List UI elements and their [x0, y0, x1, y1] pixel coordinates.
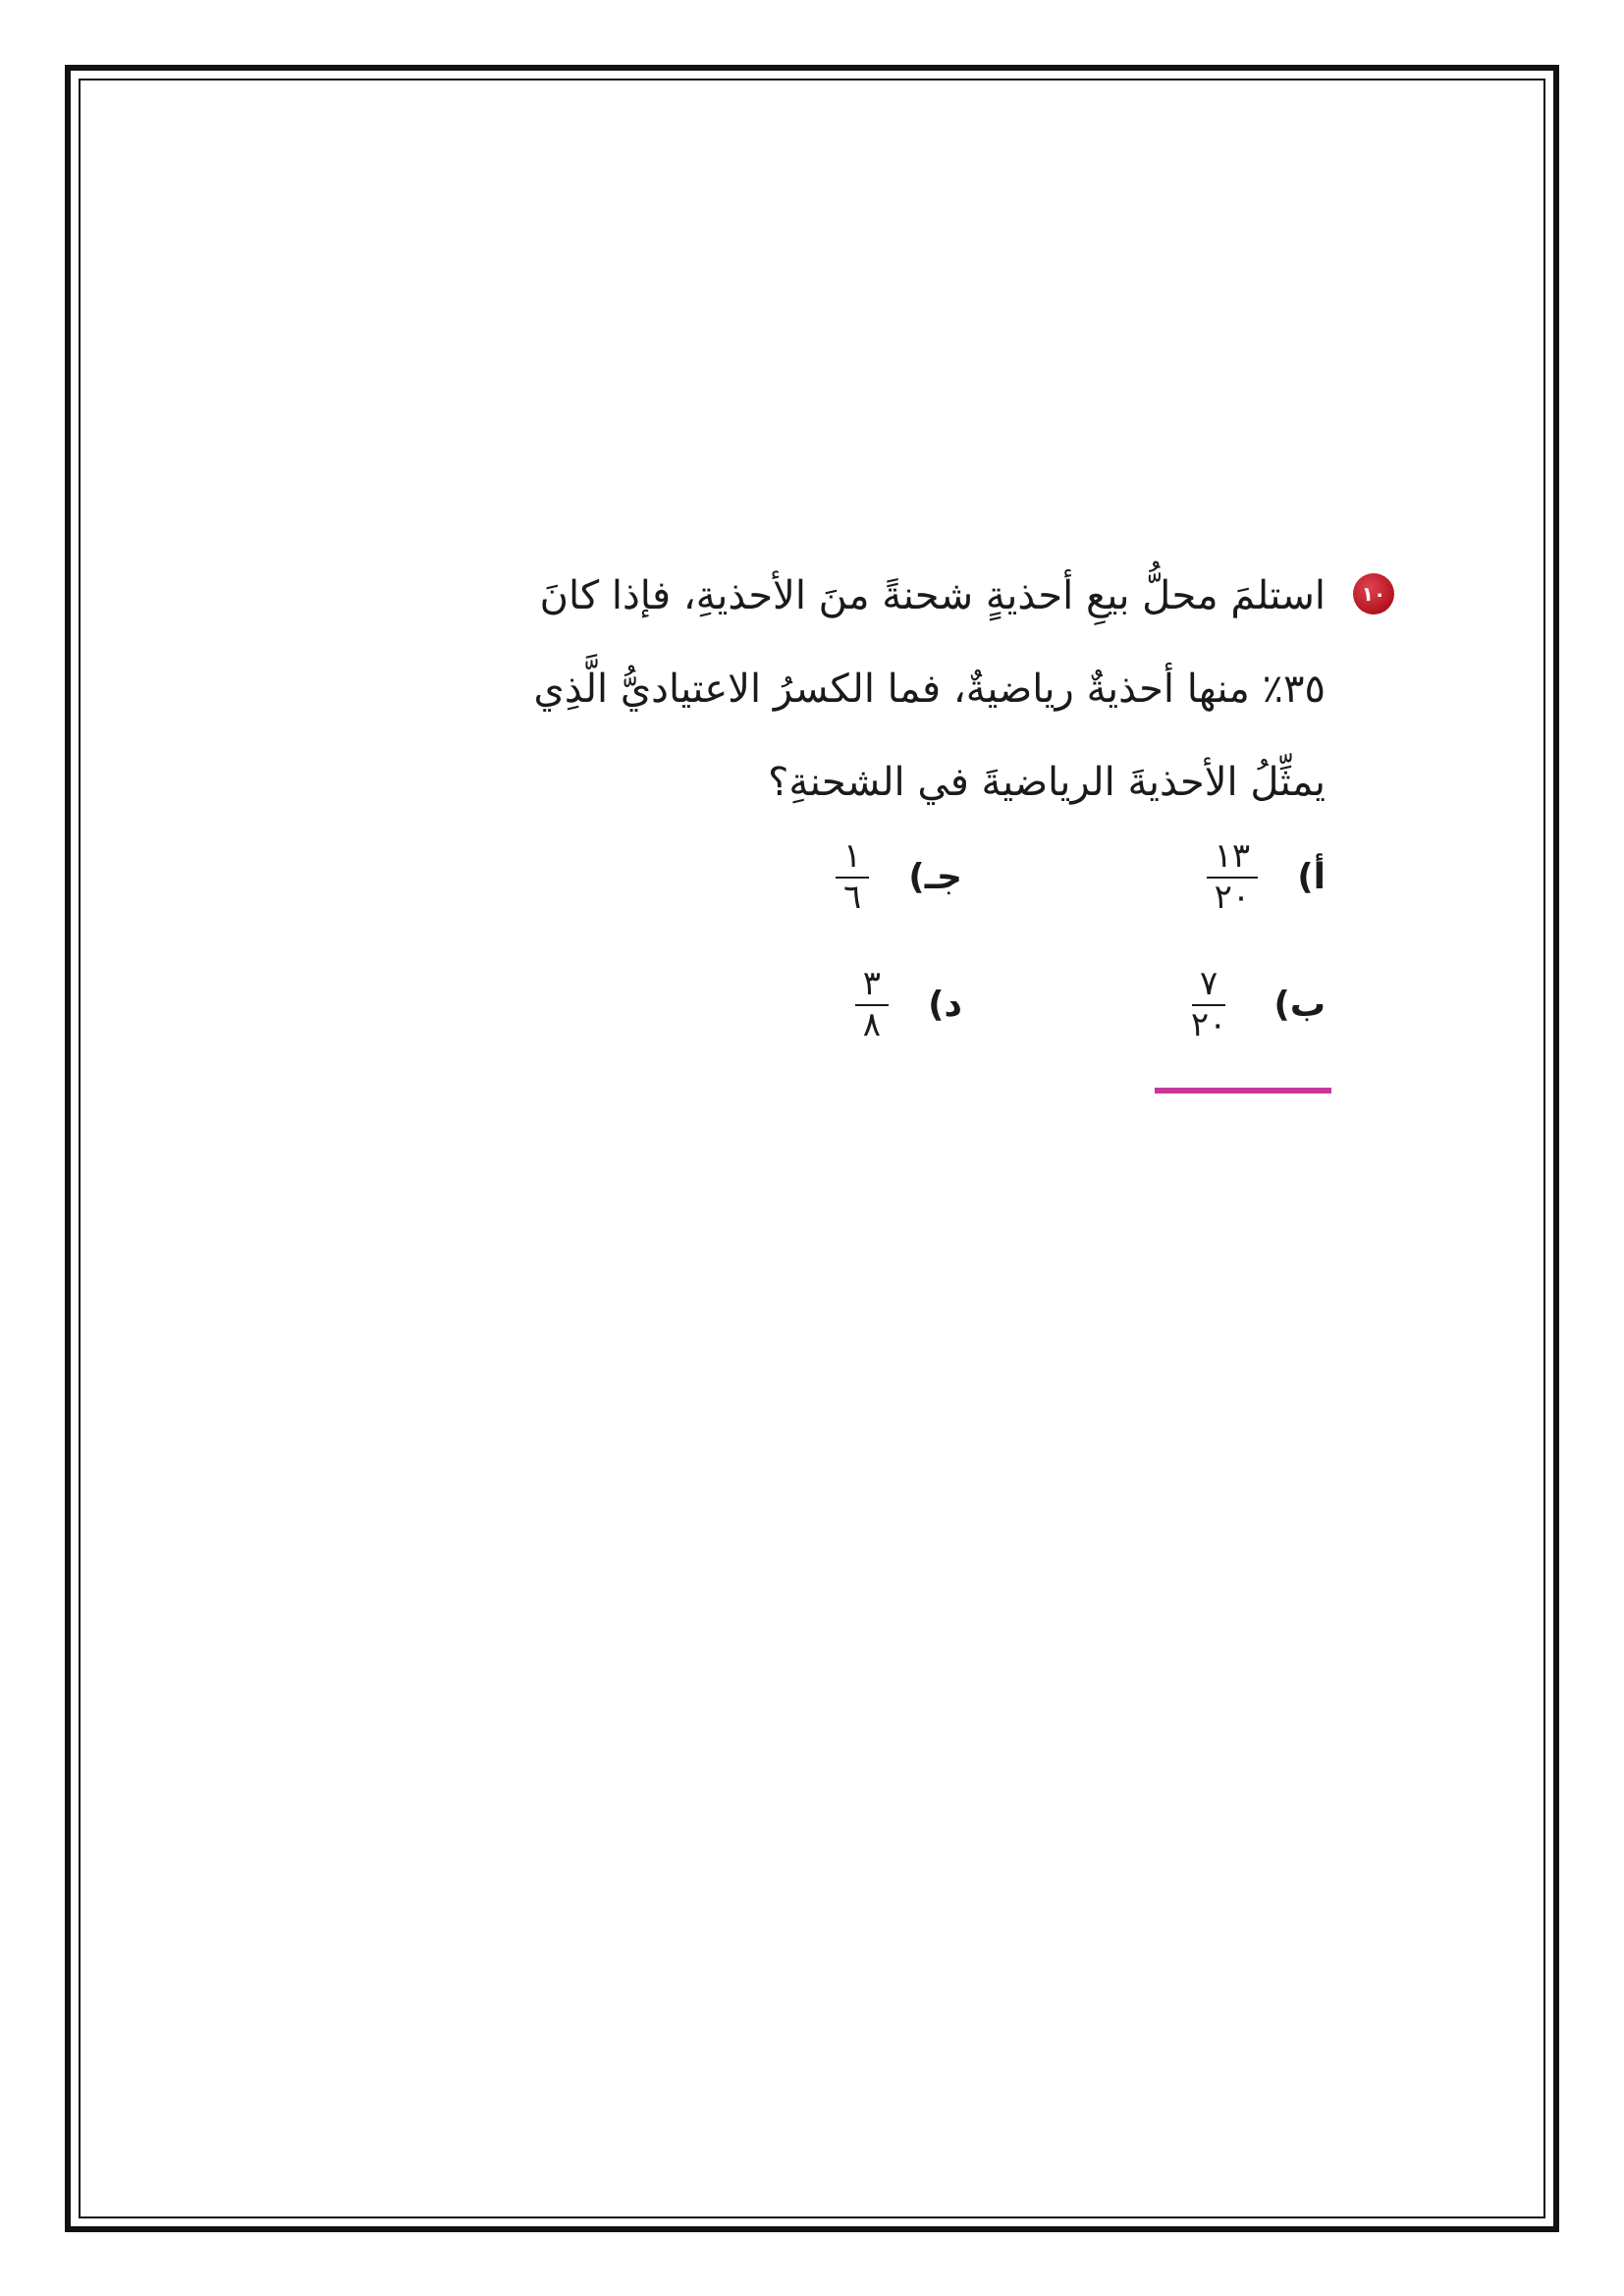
option-d-numerator: ٣ — [855, 967, 889, 1006]
option-c-label: جـ) — [908, 857, 962, 898]
option-a-label: أ) — [1297, 857, 1326, 898]
option-c-numerator: ١ — [836, 839, 869, 879]
option-b-denominator: ٢٠ — [1190, 1004, 1227, 1044]
selected-answer-underline — [1155, 1088, 1331, 1094]
question-text — [481, 550, 1326, 829]
option-d-label: د) — [928, 985, 962, 1026]
option-b[interactable] — [1183, 964, 1326, 1044]
question-line-1: استلمَ محلُّ بيعِ أحذيةٍ شحنةً منَ الأحذيةِ، فإذا كانَ — [539, 573, 1326, 618]
option-a-denominator: ٢٠ — [1214, 877, 1251, 917]
option-a-fraction — [1207, 836, 1259, 917]
option-b-numerator: ٧ — [1192, 967, 1225, 1006]
question-block — [461, 550, 1394, 829]
option-a-numerator: ١٣ — [1207, 839, 1259, 879]
option-a[interactable] — [1207, 836, 1326, 917]
page-border-inner — [79, 79, 1545, 2218]
option-c[interactable] — [836, 836, 962, 917]
question-number-badge: ١٠ — [1353, 573, 1394, 614]
option-b-label: ب) — [1273, 985, 1326, 1026]
option-c-fraction — [836, 836, 869, 917]
option-d[interactable] — [855, 964, 962, 1044]
answer-options — [461, 836, 1326, 1055]
option-d-denominator: ٨ — [862, 1004, 882, 1044]
option-b-fraction — [1183, 964, 1235, 1044]
option-c-denominator: ٦ — [843, 877, 862, 917]
option-d-fraction — [855, 964, 889, 1044]
question-line-3: يمثِّلُ الأحذيةَ الرياضيةَ في الشحنةِ؟ — [768, 760, 1326, 805]
question-line-2: ٣٥٪ منها أحذيةٌ رياضيةٌ، فما الكسرُ الاعتياديُّ الَّذِي — [533, 667, 1326, 712]
